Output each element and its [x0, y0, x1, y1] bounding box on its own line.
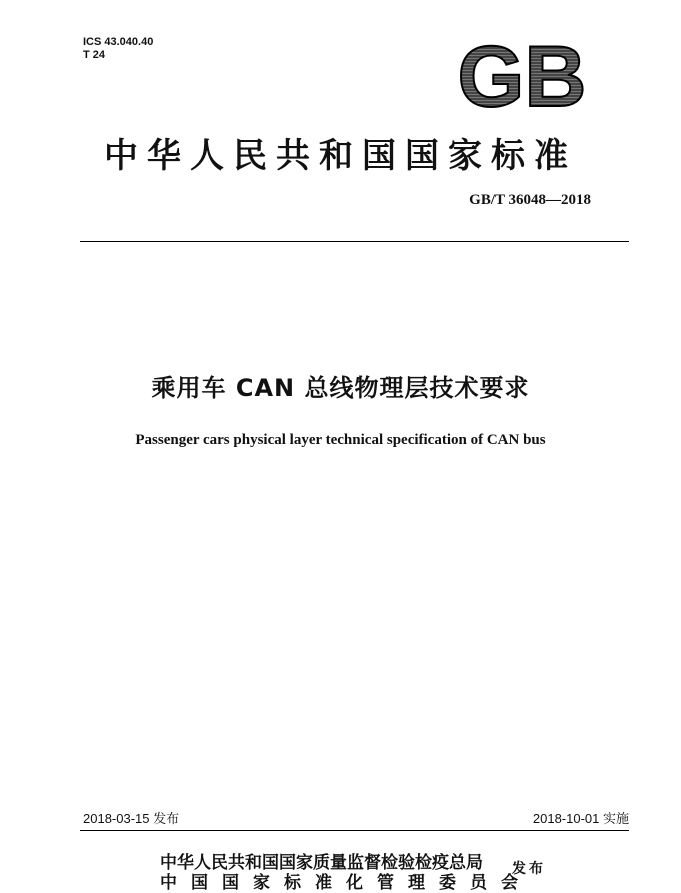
implement-date: 2018-10-01 实施: [532, 811, 629, 826]
title-english: Passenger cars physical layer technical specification of CAN bus: [135, 432, 546, 448]
ics-block: [83, 36, 153, 62]
title-chinese: 乘用车 CAN 总线物理层技术要求: [151, 374, 530, 402]
issuer-line-2: 中国国家标准化管理委员会: [160, 873, 532, 893]
national-standard-title: 中华人民共和国国家标准: [104, 136, 577, 176]
logo-text: GB: [457, 40, 587, 115]
issuer-line-1: 中华人民共和国国家质量监督检验检疫总局: [160, 853, 483, 873]
gb-logo: [457, 40, 587, 115]
standard-code: GB/T 36048—2018: [469, 192, 591, 208]
ics-code: ICS 43.040.40: [83, 36, 154, 48]
publish-label: 发布: [512, 861, 546, 877]
category-code: T 24: [83, 49, 106, 61]
bottom-divider: [80, 830, 629, 831]
publish-date: 2018-03-15 发布: [83, 811, 180, 826]
top-divider: [80, 241, 629, 242]
